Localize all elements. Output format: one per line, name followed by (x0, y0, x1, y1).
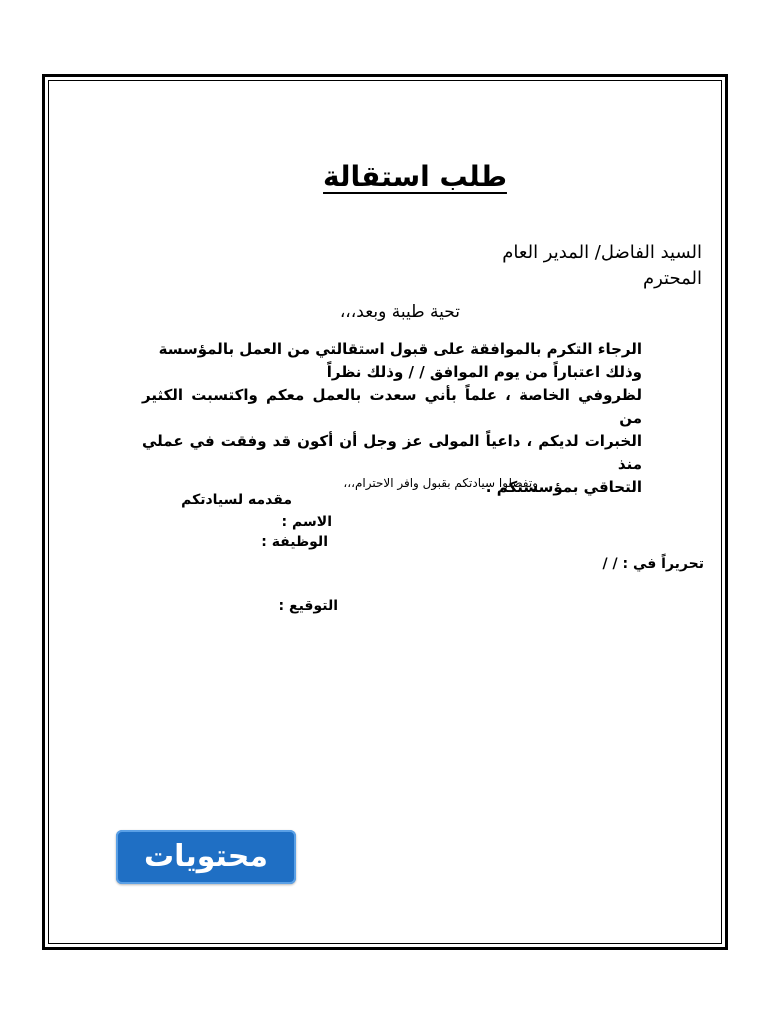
submitter-label: مقدمه لسيادتكم (181, 492, 292, 508)
body-line-4: الخبرات لديكم ، داعياً المولى عز وجل أن أكون قد وفقت في عملي منذ (142, 432, 642, 473)
name-field-label: الاسم : (281, 514, 332, 530)
page-border-inner (48, 80, 722, 944)
logo-text: محتويات (144, 839, 268, 874)
closing-line: وتفضلوا سيادتكم بقبول وافر الاحترام،،، (343, 476, 538, 490)
mhtwiat-logo (116, 830, 296, 884)
addressee-line-2: المحترم (642, 268, 702, 289)
addressee (502, 240, 702, 292)
addressee-line-1: السيد الفاضل/ المدير العام (502, 242, 702, 263)
letter-body (142, 338, 642, 499)
signature-field-label: التوقيع : (278, 598, 338, 614)
body-line-1: الرجاء التكرم بالموافقة على قبول استقالتي من العمل بالمؤسسة (158, 340, 642, 358)
date-field-label: تحريراً في : / / (602, 556, 704, 572)
body-line-3: لظروفي الخاصة ، علماً بأني سعدت بالعمل معكم واكتسبت الكثير من (142, 386, 642, 427)
body-line-2: وذلك اعتباراً من يوم الموافق / / وذلك نظراً (326, 363, 642, 381)
greeting: تحية طيبة وبعد،،، (339, 302, 460, 322)
job-field-label: الوظيفة : (261, 534, 328, 550)
document-title: طلب استقالة (323, 160, 507, 193)
body-line-5: التحاقي بمؤسستكم . (485, 478, 642, 496)
